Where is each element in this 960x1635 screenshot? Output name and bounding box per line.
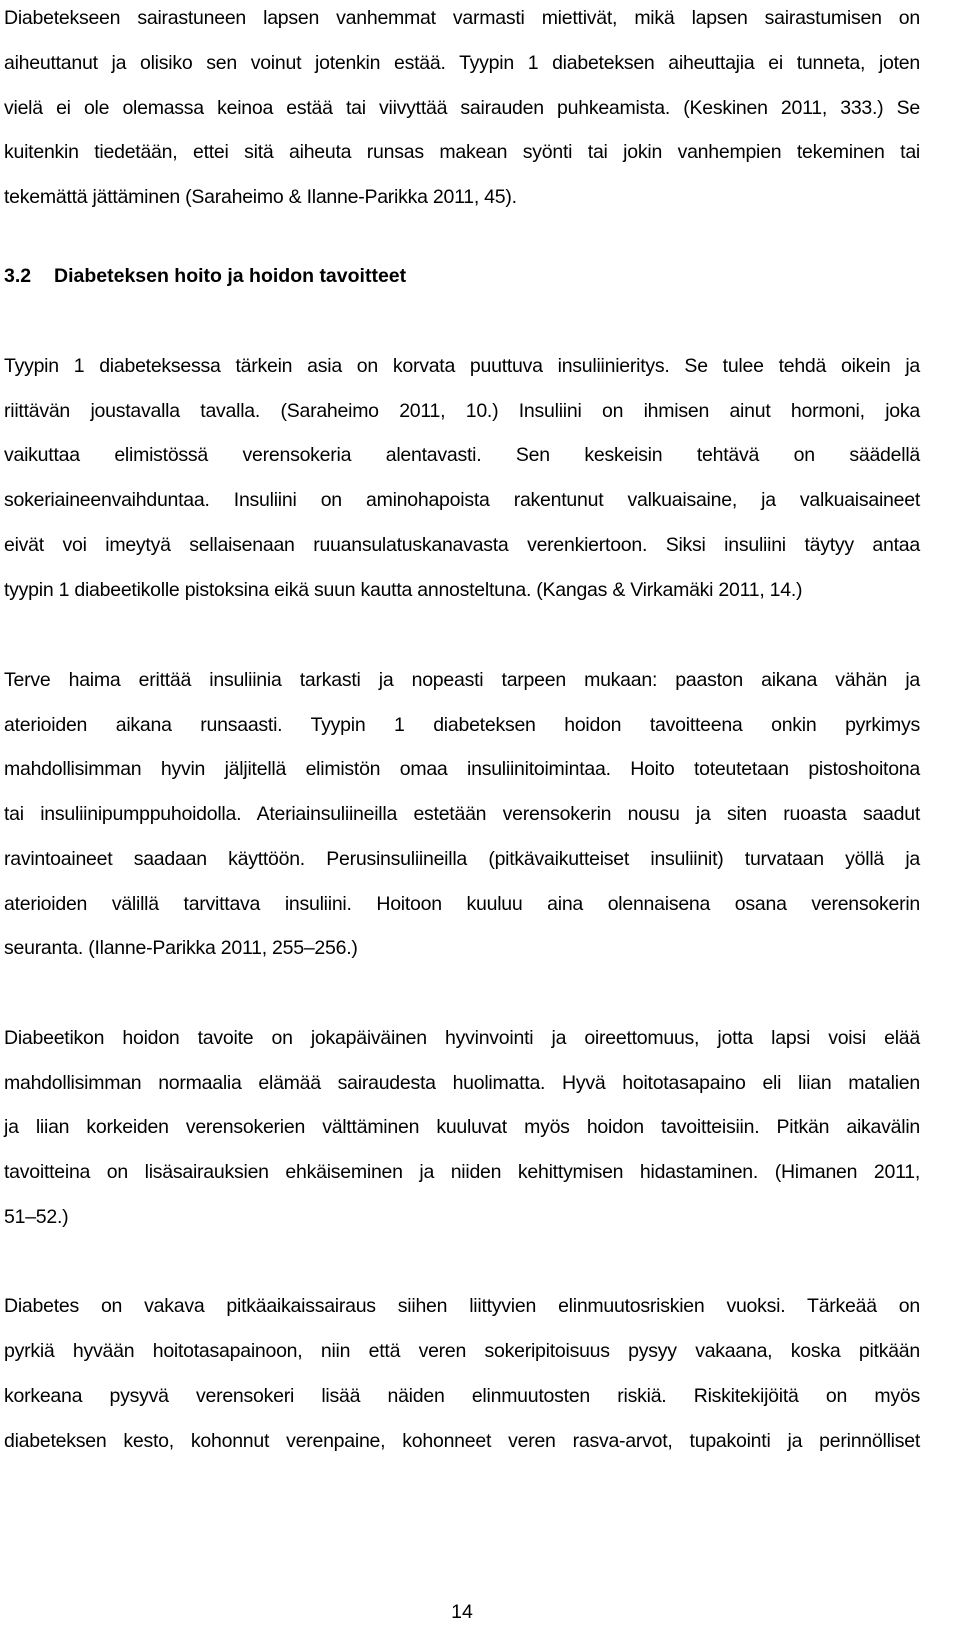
section-number: 3.2 (4, 265, 32, 287)
text-line: Terve haima erittää insuliinia tarkasti ja nopeasti tarpeen mukaan: paaston aikana vähän ja (4, 669, 920, 691)
text-line: pyrkiä hyvään hoitotasapainoon, niin että veren sokeripitoisuus pysyy vakaana, koska pitkään (4, 1340, 920, 1362)
page-number: 14 (451, 1601, 473, 1623)
text-line: ravintoaineet saadaan käyttöön. Perusinsuliineilla (pitkävaikutteiset insuliinit) turvataan yöllä ja (4, 848, 920, 870)
text-line: aterioiden välillä tarvittava insuliini. Hoitoon kuuluu aina olennaisena osana verensokerin (4, 893, 920, 915)
text-line: tyypin 1 diabeetikolle pistoksina eikä suun kautta annosteltuna. (Kangas & Virkamäki 2011, 14.) (4, 579, 803, 601)
text-line: tekemättä jättäminen (Saraheimo & Ilanne-Parikka 2011, 45). (4, 186, 517, 208)
text-line: Diabetes on vakava pitkäaikaissairaus siihen liittyvien elinmuutosriskien vuoksi. Tärkeää on (4, 1295, 920, 1317)
text-line: Tyypin 1 diabeteksessa tärkein asia on korvata puuttuva insuliinieritys. Se tulee tehdä oikein ja (4, 355, 920, 377)
text-line: diabeteksen kesto, kohonnut verenpaine, kohonneet veren rasva-arvot, tupakointi ja perinnölliset (4, 1430, 920, 1452)
text-line: sokeriaineenvaihduntaa. Insuliini on aminohapoista rakentunut valkuaisaine, ja valkuaisaineet (4, 489, 920, 511)
text-line: ja liian korkeiden verensokerien välttäminen kuuluvat myös hoidon tavoitteisiin. Pitkän aikavälin (4, 1116, 920, 1138)
text-line: mahdollisimman normaalia elämää sairaudesta huolimatta. Hyvä hoitotasapaino eli liian matalien (4, 1072, 920, 1094)
text-line: Diabetekseen sairastuneen lapsen vanhemmat varmasti miettivät, mikä lapsen sairastumisen on (4, 7, 920, 29)
text-line: vaikuttaa elimistössä verensokeria alentavasti. Sen keskeisin tehtävä on säädellä (4, 444, 920, 466)
text-line: Diabeetikon hoidon tavoite on jokapäiväinen hyvinvointi ja oireettomuus, jotta lapsi voisi elää (4, 1027, 920, 1049)
text-line: mahdollisimman hyvin jäljitellä elimistön omaa insuliinitoimintaa. Hoito toteutetaan pistoshoitona (4, 758, 920, 780)
text-line: aiheuttanut ja olisiko sen voinut jotenkin estää. Tyypin 1 diabeteksen aiheuttajia ei tunneta, joten (4, 52, 920, 74)
text-line: tai insuliinipumppuhoidolla. Ateriainsuliineilla estetään verensokerin nousu ja siten ruoasta saadut (4, 803, 920, 825)
section-title: Diabeteksen hoito ja hoidon tavoitteet (54, 265, 407, 287)
text-line: seuranta. (Ilanne-Parikka 2011, 255–256.) (4, 937, 358, 959)
text-line: 51–52.) (4, 1206, 69, 1228)
text-line: riittävän joustavalla tavalla. (Saraheimo 2011, 10.) Insuliini on ihmisen ainut hormoni, joka (4, 400, 920, 422)
text-line: aterioiden aikana runsaasti. Tyypin 1 diabeteksen hoidon tavoitteena onkin pyrkimys (4, 714, 920, 736)
text-line: tavoitteina on lisäsairauksien ehkäiseminen ja niiden kehittymisen hidastaminen. (Himanen 2011, (4, 1161, 920, 1183)
section-heading (4, 264, 406, 288)
text-line: korkeana pysyvä verensokeri lisää näiden elinmuutosten riskiä. Riskitekijöitä on myös (4, 1385, 920, 1407)
text-line: eivät voi imeytyä sellaisenaan ruuansulatuskanavasta verenkiertoon. Siksi insuliini täytyy antaa (4, 534, 920, 556)
text-line: vielä ei ole olemassa keinoa estää tai viivyttää sairauden puhkeamista. (Keskinen 2011, 333.) Se (4, 97, 920, 119)
text-line: kuitenkin tiedetään, ettei sitä aiheuta runsas makean syönti tai jokin vanhempien tekeminen tai (4, 141, 920, 163)
